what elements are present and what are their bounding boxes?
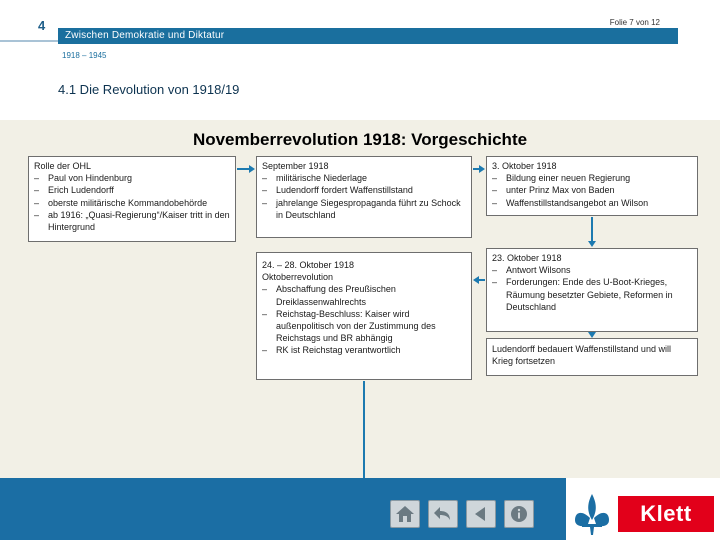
list-item: – Bildung einer neuen Regierung xyxy=(492,172,692,184)
content-area xyxy=(0,120,720,478)
box-oktober-23 xyxy=(486,248,698,332)
info-icon xyxy=(509,505,529,523)
header-accent-line xyxy=(0,40,58,42)
slide-title: Novemberrevolution 1918: Vorgeschichte xyxy=(192,130,528,149)
box-heading: 24. – 28. Oktober 1918 xyxy=(262,260,355,270)
list-item: – militärische Niederlage xyxy=(262,172,466,184)
box-subheading: Oktoberrevolution xyxy=(262,272,334,283)
section-title: 4.1 Die Revolution von 1918/19 xyxy=(58,82,240,97)
back-button[interactable] xyxy=(428,500,458,528)
home-icon xyxy=(395,505,415,523)
list-item: – oberste militärische Kommandobehörde xyxy=(34,197,230,209)
box-september xyxy=(256,156,472,238)
box-text: Ludendorff bedauert Waffenstillstand und will Krieg fortsetzen xyxy=(492,344,671,367)
logo-text: Klett xyxy=(618,496,714,532)
box-oktoberrevolution xyxy=(256,252,472,380)
chapter-title: Zwischen Demokratie und Diktatur xyxy=(65,30,225,41)
list-item: – Waffenstillstandsangebot an Wilson xyxy=(492,197,692,209)
box-ludendorff xyxy=(486,338,698,376)
list-item: – Abschaffung des Preußischen Dreiklassenwahlrechts xyxy=(262,283,466,307)
info-button[interactable] xyxy=(504,500,534,528)
klett-lily-icon xyxy=(572,492,612,536)
box-heading: September 1918 xyxy=(262,161,329,171)
period-label: 1918 – 1945 xyxy=(62,51,107,60)
box-heading: 3. Oktober 1918 xyxy=(492,161,557,171)
list-item: – jahrelange Siegespropaganda führt zu Schock in Deutschland xyxy=(262,197,466,221)
home-button[interactable] xyxy=(390,500,420,528)
box-heading: Rolle der OHL xyxy=(34,161,92,171)
list-item: – Ludendorff fordert Waffenstillstand xyxy=(262,184,466,196)
footer-bar xyxy=(0,478,720,540)
list-item: – Forderungen: Ende des U-Boot-Krieges, Räumung besetzter Gebiete, Reformen in Deutschland xyxy=(492,276,692,313)
list-item: – Antwort Wilsons xyxy=(492,264,692,276)
prev-button[interactable] xyxy=(466,500,496,528)
back-icon xyxy=(433,505,453,523)
list-item: – ab 1916: „Quasi-Regierung“/Kaiser tritt in den Hintergrund xyxy=(34,209,230,233)
list-item: – unter Prinz Max von Baden xyxy=(492,184,692,196)
list-item: – Paul von Hindenburg xyxy=(34,172,230,184)
list-item: – Reichstag-Beschluss: Kaiser wird außenpolitisch von der Zustimmung des Reichstags und BR abhängig xyxy=(262,308,466,345)
box-oktober-3 xyxy=(486,156,698,216)
box-heading: 23. Oktober 1918 xyxy=(492,253,562,263)
box-ohl xyxy=(28,156,236,242)
klett-logo xyxy=(566,478,720,540)
header-tick xyxy=(660,34,662,44)
list-item: – RK ist Reichstag verantwortlich xyxy=(262,344,466,356)
prev-icon xyxy=(471,505,491,523)
chapter-number: 4 xyxy=(38,18,46,33)
list-item: – Erich Ludendorff xyxy=(34,184,230,196)
slide-counter: Folie 7 von 12 xyxy=(609,18,660,27)
slide-header xyxy=(0,0,720,120)
